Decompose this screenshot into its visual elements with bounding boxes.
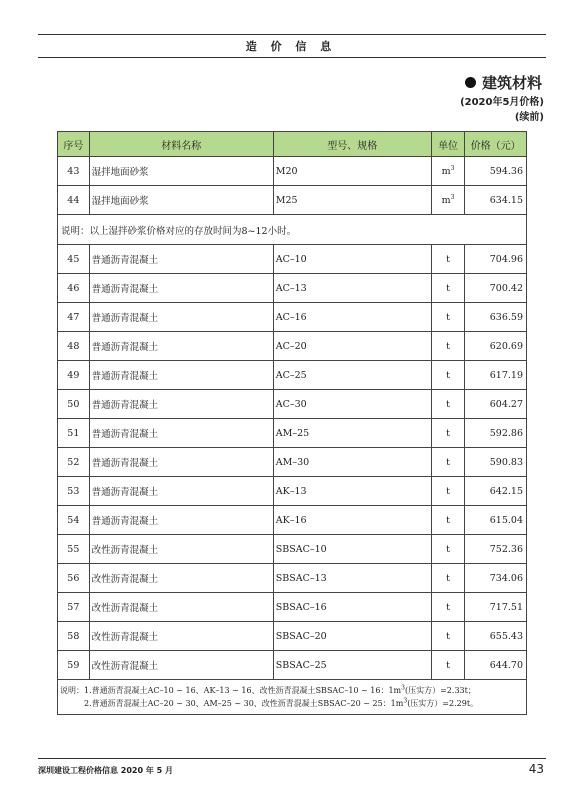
row-number: 57: [58, 593, 90, 622]
spec-cell: SBSAC–25: [273, 651, 431, 680]
table-row: [58, 477, 527, 506]
spec-cell: AC–16: [273, 303, 431, 332]
spec-cell: AM–30: [273, 448, 431, 477]
row-number: 49: [58, 361, 90, 390]
spec-cell: AC–10: [273, 245, 431, 274]
footnote-line-2: 2.普通沥青混凝土AC–20 ~ 30、AM–25 ~ 30、改性沥青混凝土SBSAC–20 ~ 25：$1m^3$(压实方）=2.29t。: [84, 697, 479, 708]
row-number: 53: [58, 477, 90, 506]
unit-cell: $m^3$: [431, 157, 465, 186]
table-row: [58, 535, 527, 564]
footnote-line-1: 说明：1.普通沥青混凝土AC–10 ~ 16、AK–13 ~ 16、改性沥青混凝土SBSAC–10 ~ 16：$1m^3$(压实方）=2.33t；: [60, 684, 476, 695]
table-row: [58, 390, 527, 419]
table-row: [58, 564, 527, 593]
unit-cell: t: [431, 477, 465, 506]
material-name: 普通沥青混凝土: [89, 361, 273, 390]
page-number: 43: [528, 762, 544, 776]
row-number: 52: [58, 448, 90, 477]
price-cell: 752.36: [465, 535, 527, 564]
col-header-material: 材料名称: [89, 132, 273, 157]
unit-cell: t: [431, 303, 465, 332]
price-cell: 734.06: [465, 564, 527, 593]
price-cell: 604.27: [465, 390, 527, 419]
unit-cell: t: [431, 593, 465, 622]
continued-label: (续前): [514, 112, 544, 123]
table-row: [58, 361, 527, 390]
material-name: 普通沥青混凝土: [89, 274, 273, 303]
material-name: 普通沥青混凝土: [89, 506, 273, 535]
material-name: 普通沥青混凝土: [89, 245, 273, 274]
page-header-title: 造 价 信 息: [245, 40, 337, 53]
row-number: 43: [58, 157, 90, 186]
price-cell: 642.15: [465, 477, 527, 506]
section-heading: [465, 72, 542, 93]
unit-cell: t: [431, 361, 465, 390]
row-number: 50: [58, 390, 90, 419]
col-header-unit: 单位: [431, 132, 465, 157]
unit-cell: t: [431, 535, 465, 564]
price-date: (2020年5月价格): [460, 97, 544, 108]
table-row: [58, 186, 527, 215]
table-row: [58, 506, 527, 535]
col-header-number: 序号: [58, 132, 90, 157]
spec-cell: SBSAC–20: [273, 622, 431, 651]
price-table: [57, 131, 527, 715]
price-cell: 634.15: [465, 186, 527, 215]
material-name: 湿拌地面砂浆: [89, 157, 273, 186]
mortar-note-row: [58, 215, 527, 245]
spec-cell: AC–20: [273, 332, 431, 361]
row-number: 44: [58, 186, 90, 215]
material-name: 改性沥青混凝土: [89, 564, 273, 593]
price-cell: 592.86: [465, 419, 527, 448]
price-cell: 644.70: [465, 651, 527, 680]
price-cell: 617.19: [465, 361, 527, 390]
spec-cell: M25: [273, 186, 431, 215]
unit-cell: t: [431, 274, 465, 303]
bullet-dot-icon: [465, 77, 476, 88]
material-name: 普通沥青混凝土: [89, 477, 273, 506]
spec-cell: AM–25: [273, 419, 431, 448]
header-bottom-rule: [38, 57, 546, 58]
row-number: 58: [58, 622, 90, 651]
material-name: 改性沥青混凝土: [89, 622, 273, 651]
table-row: [58, 245, 527, 274]
row-number: 45: [58, 245, 90, 274]
row-number: 51: [58, 419, 90, 448]
price-cell: 704.96: [465, 245, 527, 274]
section-title: 建筑材料: [481, 74, 542, 92]
table-row: [58, 593, 527, 622]
spec-cell: AC–30: [273, 390, 431, 419]
spec-cell: SBSAC–10: [273, 535, 431, 564]
price-cell: 655.43: [465, 622, 527, 651]
material-name: 改性沥青混凝土: [89, 651, 273, 680]
row-number: 55: [58, 535, 90, 564]
unit-cell: t: [431, 245, 465, 274]
unit-cell: t: [431, 564, 465, 593]
footnote-cell: [58, 680, 527, 715]
price-cell: 590.83: [465, 448, 527, 477]
unit-cell: t: [431, 419, 465, 448]
spec-cell: SBSAC–13: [273, 564, 431, 593]
table-row: [58, 332, 527, 361]
footer-rule: [38, 758, 546, 759]
price-cell: 615.04: [465, 506, 527, 535]
unit-cell: $m^3$: [431, 186, 465, 215]
mortar-note: 说明：以上湿拌砂浆价格对应的存放时间为8~12小时。: [58, 215, 527, 245]
row-number: 54: [58, 506, 90, 535]
spec-cell: AC–13: [273, 274, 431, 303]
table-row: [58, 157, 527, 186]
material-name: 普通沥青混凝土: [89, 448, 273, 477]
material-name: 改性沥青混凝土: [89, 535, 273, 564]
unit-cell: t: [431, 448, 465, 477]
unit-cell: t: [431, 651, 465, 680]
row-number: 47: [58, 303, 90, 332]
table-row: [58, 303, 527, 332]
publication-info: 深圳建设工程价格信息 2020 年 5 月: [38, 766, 173, 775]
spec-cell: AC–25: [273, 361, 431, 390]
table-row: [58, 651, 527, 680]
spec-cell: AK–16: [273, 506, 431, 535]
material-name: 普通沥青混凝土: [89, 303, 273, 332]
row-number: 56: [58, 564, 90, 593]
row-number: 59: [58, 651, 90, 680]
header-top-rule: [38, 34, 546, 35]
material-name: 普通沥青混凝土: [89, 390, 273, 419]
material-name: 改性沥青混凝土: [89, 593, 273, 622]
price-cell: 594.36: [465, 157, 527, 186]
spec-cell: SBSAC–16: [273, 593, 431, 622]
table-row: [58, 419, 527, 448]
spec-cell: M20: [273, 157, 431, 186]
unit-cell: t: [431, 332, 465, 361]
price-cell: 620.69: [465, 332, 527, 361]
material-name: 普通沥青混凝土: [89, 419, 273, 448]
price-cell: 700.42: [465, 274, 527, 303]
table-row: [58, 622, 527, 651]
row-number: 46: [58, 274, 90, 303]
row-number: 48: [58, 332, 90, 361]
spec-cell: AK–13: [273, 477, 431, 506]
material-name: 湿拌地面砂浆: [89, 186, 273, 215]
table-header-row: [58, 132, 527, 157]
unit-cell: t: [431, 506, 465, 535]
unit-cell: t: [431, 390, 465, 419]
price-cell: 717.51: [465, 593, 527, 622]
footnote-row: [58, 680, 527, 715]
price-cell: 636.59: [465, 303, 527, 332]
table-row: [58, 274, 527, 303]
col-header-price: 价格（元）: [465, 132, 527, 157]
table-row: [58, 448, 527, 477]
unit-cell: t: [431, 622, 465, 651]
col-header-spec: 型号、规格: [273, 132, 431, 157]
material-name: 普通沥青混凝土: [89, 332, 273, 361]
